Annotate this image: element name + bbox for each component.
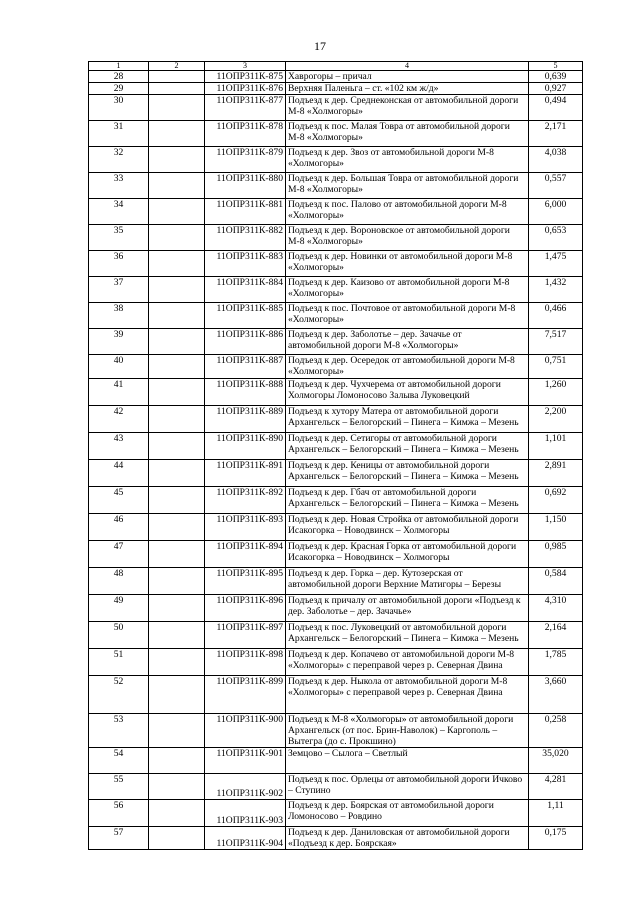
table-row bbox=[89, 277, 583, 303]
road-length: 0,985 bbox=[529, 541, 583, 568]
road-code: 11ОПР311К-903 bbox=[205, 800, 286, 827]
table-row bbox=[89, 83, 583, 95]
road-name: Подъезд к дер. Осередок от автомобильной дороги М-8 «Холмогоры» bbox=[286, 355, 529, 379]
row-number: 50 bbox=[89, 622, 149, 649]
table-row bbox=[89, 95, 583, 121]
table-row bbox=[89, 541, 583, 568]
road-code: 11ОПР311К-883 bbox=[205, 251, 286, 277]
table-row bbox=[89, 71, 583, 83]
road-name: Подъезд к пос. Малая Товра от автомобильной дороги М-8 «Холмогоры» bbox=[286, 121, 529, 147]
row-number: 47 bbox=[89, 541, 149, 568]
row-number: 28 bbox=[89, 71, 149, 83]
row-number: 53 bbox=[89, 714, 149, 748]
table-row bbox=[89, 121, 583, 147]
road-code: 11ОПР311К-887 bbox=[205, 355, 286, 379]
road-name: Подъезд к дер. Чухчерема от автомобильной дороги Холмогоры Ломоносово Залыва Луковецкий bbox=[286, 379, 529, 406]
road-length: 0,751 bbox=[529, 355, 583, 379]
column-header: 1 bbox=[89, 62, 149, 71]
table-row bbox=[89, 800, 583, 827]
table-row bbox=[89, 748, 583, 774]
road-length: 0,466 bbox=[529, 303, 583, 329]
road-code: 11ОПР311К-878 bbox=[205, 121, 286, 147]
road-name: Подъезд к дер. Вороновское от автомобильной дороги М-8 «Холмогоры» bbox=[286, 225, 529, 251]
row-number: 41 bbox=[89, 379, 149, 406]
road-code: 11ОПР311К-879 bbox=[205, 147, 286, 173]
road-length: 2,200 bbox=[529, 406, 583, 433]
road-length: 1,11 bbox=[529, 800, 583, 827]
road-name: Подъезд к дер. Горка – дер. Кутозерская от автомобильной дороги Верхние Матигоры – Березы bbox=[286, 568, 529, 595]
row-number: 57 bbox=[89, 827, 149, 850]
row-blank-cell bbox=[149, 568, 205, 595]
table-row bbox=[89, 379, 583, 406]
road-length: 4,310 bbox=[529, 595, 583, 622]
road-name: Подъезд к пос. Орлецы от автомобильной дороги Ичково – Ступино bbox=[286, 774, 529, 800]
table-row bbox=[89, 147, 583, 173]
row-blank-cell bbox=[149, 83, 205, 95]
road-length: 0,557 bbox=[529, 173, 583, 199]
road-name: Подъезд к дер. Боярская от автомобильной дороги Ломоносово – Ровдино bbox=[286, 800, 529, 827]
row-number: 32 bbox=[89, 147, 149, 173]
road-length: 1,785 bbox=[529, 649, 583, 676]
road-name: Подъезд к дер. Новая Стройка от автомобильной дороги Исакогорка – Новодвинск – Холмогоры bbox=[286, 514, 529, 541]
row-number: 55 bbox=[89, 774, 149, 800]
table-row bbox=[89, 406, 583, 433]
road-length: 1,475 bbox=[529, 251, 583, 277]
page-number: 17 bbox=[314, 39, 326, 53]
row-blank-cell bbox=[149, 95, 205, 121]
road-name: Подъезд к дер. Заболотье – дер. Зачачье от автомобильной дороги М-8 «Холмогоры» bbox=[286, 329, 529, 355]
row-number: 40 bbox=[89, 355, 149, 379]
row-number: 30 bbox=[89, 95, 149, 121]
road-length: 0,692 bbox=[529, 487, 583, 514]
row-blank-cell bbox=[149, 541, 205, 568]
column-header: 5 bbox=[529, 62, 583, 71]
table-row bbox=[89, 329, 583, 355]
row-number: 42 bbox=[89, 406, 149, 433]
table-row bbox=[89, 303, 583, 329]
table-row bbox=[89, 676, 583, 714]
column-header: 2 bbox=[149, 62, 205, 71]
road-code: 11ОПР311К-901 bbox=[205, 748, 286, 774]
row-blank-cell bbox=[149, 774, 205, 800]
row-blank-cell bbox=[149, 748, 205, 774]
row-number: 49 bbox=[89, 595, 149, 622]
row-blank-cell bbox=[149, 676, 205, 714]
row-number: 29 bbox=[89, 83, 149, 95]
row-number: 34 bbox=[89, 199, 149, 225]
road-code: 11ОПР311К-893 bbox=[205, 514, 286, 541]
row-blank-cell bbox=[149, 277, 205, 303]
road-name: Подъезд к причалу от автомобильной дороги «Подъезд к дер. Заболотье – дер. Зачачье» bbox=[286, 595, 529, 622]
road-code: 11ОПР311К-888 bbox=[205, 379, 286, 406]
road-name: Подъезд к дер. Большая Товра от автомобильной дороги М-8 «Холмогоры» bbox=[286, 173, 529, 199]
road-name: Подъезд к дер. Гбач от автомобильной дороги Архангельск – Белогорский – Пинега – Кимжа – Мезень bbox=[286, 487, 529, 514]
row-blank-cell bbox=[149, 303, 205, 329]
road-name: Подъезд к дер. Звоз от автомобильной дороги М-8 «Холмогоры» bbox=[286, 147, 529, 173]
row-blank-cell bbox=[149, 595, 205, 622]
road-length: 2,171 bbox=[529, 121, 583, 147]
table-row bbox=[89, 199, 583, 225]
road-length: 0,494 bbox=[529, 95, 583, 121]
road-length: 0,639 bbox=[529, 71, 583, 83]
row-number: 38 bbox=[89, 303, 149, 329]
road-code: 11ОПР311К-875 bbox=[205, 71, 286, 83]
road-name: Хаврогоры – причал bbox=[286, 71, 529, 83]
row-blank-cell bbox=[149, 173, 205, 199]
road-name: Земцово – Сылога – Светлый bbox=[286, 748, 529, 774]
table-row bbox=[89, 568, 583, 595]
road-code: 11ОПР311К-899 bbox=[205, 676, 286, 714]
row-blank-cell bbox=[149, 460, 205, 487]
row-blank-cell bbox=[149, 329, 205, 355]
road-length: 4,281 bbox=[529, 774, 583, 800]
road-name: Подъезд к дер. Каизово от автомобильной дороги М-8 «Холмогоры» bbox=[286, 277, 529, 303]
column-header: 4 bbox=[286, 62, 529, 71]
road-length: 1,432 bbox=[529, 277, 583, 303]
road-code: 11ОПР311К-902 bbox=[205, 774, 286, 800]
road-name: Подъезд к пос. Почтовое от автомобильной дороги М-8 «Холмогоры» bbox=[286, 303, 529, 329]
table-row bbox=[89, 251, 583, 277]
road-length: 1,101 bbox=[529, 433, 583, 460]
row-number: 36 bbox=[89, 251, 149, 277]
road-length: 35,020 bbox=[529, 748, 583, 774]
road-code: 11ОПР311К-891 bbox=[205, 460, 286, 487]
row-number: 45 bbox=[89, 487, 149, 514]
row-blank-cell bbox=[149, 71, 205, 83]
road-name: Подъезд к дер. Копачево от автомобильной дороги М-8 «Холмогоры» с переправой через р. Северная Двина bbox=[286, 649, 529, 676]
road-name: Верхняя Паленьга – ст. «102 км ж/д» bbox=[286, 83, 529, 95]
road-code: 11ОПР311К-886 bbox=[205, 329, 286, 355]
road-length: 2,164 bbox=[529, 622, 583, 649]
row-number: 33 bbox=[89, 173, 149, 199]
road-code: 11ОПР311К-881 bbox=[205, 199, 286, 225]
table-row bbox=[89, 173, 583, 199]
road-code: 11ОПР311К-876 bbox=[205, 83, 286, 95]
road-name: Подъезд к хутору Матера от автомобильной дороги Архангельск – Белогорский – Пинега – Кимжа – Мезень bbox=[286, 406, 529, 433]
road-name: Подъезд к дер. Кеницы от автомобильной дороги Архангельск – Белогорский – Пинега – Кимжа – Мезень bbox=[286, 460, 529, 487]
road-code: 11ОПР311К-898 bbox=[205, 649, 286, 676]
road-length: 0,927 bbox=[529, 83, 583, 95]
row-blank-cell bbox=[149, 379, 205, 406]
row-blank-cell bbox=[149, 487, 205, 514]
row-number: 51 bbox=[89, 649, 149, 676]
road-length: 0,258 bbox=[529, 714, 583, 748]
road-length: 2,891 bbox=[529, 460, 583, 487]
row-number: 39 bbox=[89, 329, 149, 355]
road-code: 11ОПР311К-884 bbox=[205, 277, 286, 303]
table-row bbox=[89, 225, 583, 251]
road-name: Подъезд к дер. Красная Горка от автомобильной дороги Исакогорка – Новодвинск – Холмогоры bbox=[286, 541, 529, 568]
row-number: 56 bbox=[89, 800, 149, 827]
road-code: 11ОПР311К-900 bbox=[205, 714, 286, 748]
row-blank-cell bbox=[149, 649, 205, 676]
road-length: 7,517 bbox=[529, 329, 583, 355]
table-row bbox=[89, 774, 583, 800]
row-blank-cell bbox=[149, 433, 205, 460]
road-length: 6,000 bbox=[529, 199, 583, 225]
road-code: 11ОПР311К-880 bbox=[205, 173, 286, 199]
row-number: 31 bbox=[89, 121, 149, 147]
road-length: 0,653 bbox=[529, 225, 583, 251]
table-row bbox=[89, 649, 583, 676]
row-blank-cell bbox=[149, 800, 205, 827]
table-row bbox=[89, 595, 583, 622]
road-code: 11ОПР311К-889 bbox=[205, 406, 286, 433]
roads-table bbox=[88, 61, 583, 850]
road-name: Подъезд к пос. Луковецкий от автомобильной дороги Архангельск – Белогорский – Пинега – Кимжа – Мезень bbox=[286, 622, 529, 649]
road-length: 0,175 bbox=[529, 827, 583, 850]
road-code: 11ОПР311К-885 bbox=[205, 303, 286, 329]
row-blank-cell bbox=[149, 514, 205, 541]
row-blank-cell bbox=[149, 225, 205, 251]
road-code: 11ОПР311К-895 bbox=[205, 568, 286, 595]
road-name: Подъезд к дер. Новинки от автомобильной дороги М-8 «Холмогоры» bbox=[286, 251, 529, 277]
road-length: 0,584 bbox=[529, 568, 583, 595]
table-row bbox=[89, 827, 583, 850]
table-header-row bbox=[89, 62, 583, 71]
row-number: 44 bbox=[89, 460, 149, 487]
road-code: 11ОПР311К-896 bbox=[205, 595, 286, 622]
row-blank-cell bbox=[149, 714, 205, 748]
table-row bbox=[89, 714, 583, 748]
table-row bbox=[89, 487, 583, 514]
row-blank-cell bbox=[149, 355, 205, 379]
road-code: 11ОПР311К-894 bbox=[205, 541, 286, 568]
road-code: 11ОПР311К-882 bbox=[205, 225, 286, 251]
road-length: 4,038 bbox=[529, 147, 583, 173]
road-name: Подъезд к дер. Даниловская от автомобильной дороги «Подъезд к дер. Боярская» bbox=[286, 827, 529, 850]
row-number: 52 bbox=[89, 676, 149, 714]
row-number: 48 bbox=[89, 568, 149, 595]
row-number: 35 bbox=[89, 225, 149, 251]
road-code: 11ОПР311К-897 bbox=[205, 622, 286, 649]
road-code: 11ОПР311К-877 bbox=[205, 95, 286, 121]
row-number: 43 bbox=[89, 433, 149, 460]
road-length: 1,150 bbox=[529, 514, 583, 541]
road-code: 11ОПР311К-892 bbox=[205, 487, 286, 514]
table-row bbox=[89, 622, 583, 649]
table-row bbox=[89, 460, 583, 487]
road-name: Подъезд к дер. Ныкола от автомобильной дороги М-8 «Холмогоры» с переправой через р. Северная Двина bbox=[286, 676, 529, 714]
road-code: 11ОПР311К-890 bbox=[205, 433, 286, 460]
row-number: 46 bbox=[89, 514, 149, 541]
road-length: 3,660 bbox=[529, 676, 583, 714]
row-blank-cell bbox=[149, 147, 205, 173]
row-blank-cell bbox=[149, 406, 205, 433]
road-name: Подъезд к дер. Сетигоры от автомобильной дороги Архангельск – Белогорский – Пинега – Кимжа – Мезень bbox=[286, 433, 529, 460]
road-length: 1,260 bbox=[529, 379, 583, 406]
row-blank-cell bbox=[149, 199, 205, 225]
row-blank-cell bbox=[149, 827, 205, 850]
row-blank-cell bbox=[149, 251, 205, 277]
row-blank-cell bbox=[149, 622, 205, 649]
column-header: 3 bbox=[205, 62, 286, 71]
table-row bbox=[89, 433, 583, 460]
road-name: Подъезд к дер. Среднеконская от автомобильной дороги М-8 «Холмогоры» bbox=[286, 95, 529, 121]
table-row bbox=[89, 514, 583, 541]
road-name: Подъезд к пос. Палово от автомобильной дороги М-8 «Холмогоры» bbox=[286, 199, 529, 225]
row-number: 37 bbox=[89, 277, 149, 303]
table-row bbox=[89, 355, 583, 379]
row-blank-cell bbox=[149, 121, 205, 147]
row-number: 54 bbox=[89, 748, 149, 774]
road-code: 11ОПР311К-904 bbox=[205, 827, 286, 850]
road-name: Подъезд к М-8 «Холмогоры» от автомобильной дороги Архангельск (от пос. Брин-Наволок) – Каргополь – Вытегра (до с. Прокшино) bbox=[286, 714, 529, 748]
